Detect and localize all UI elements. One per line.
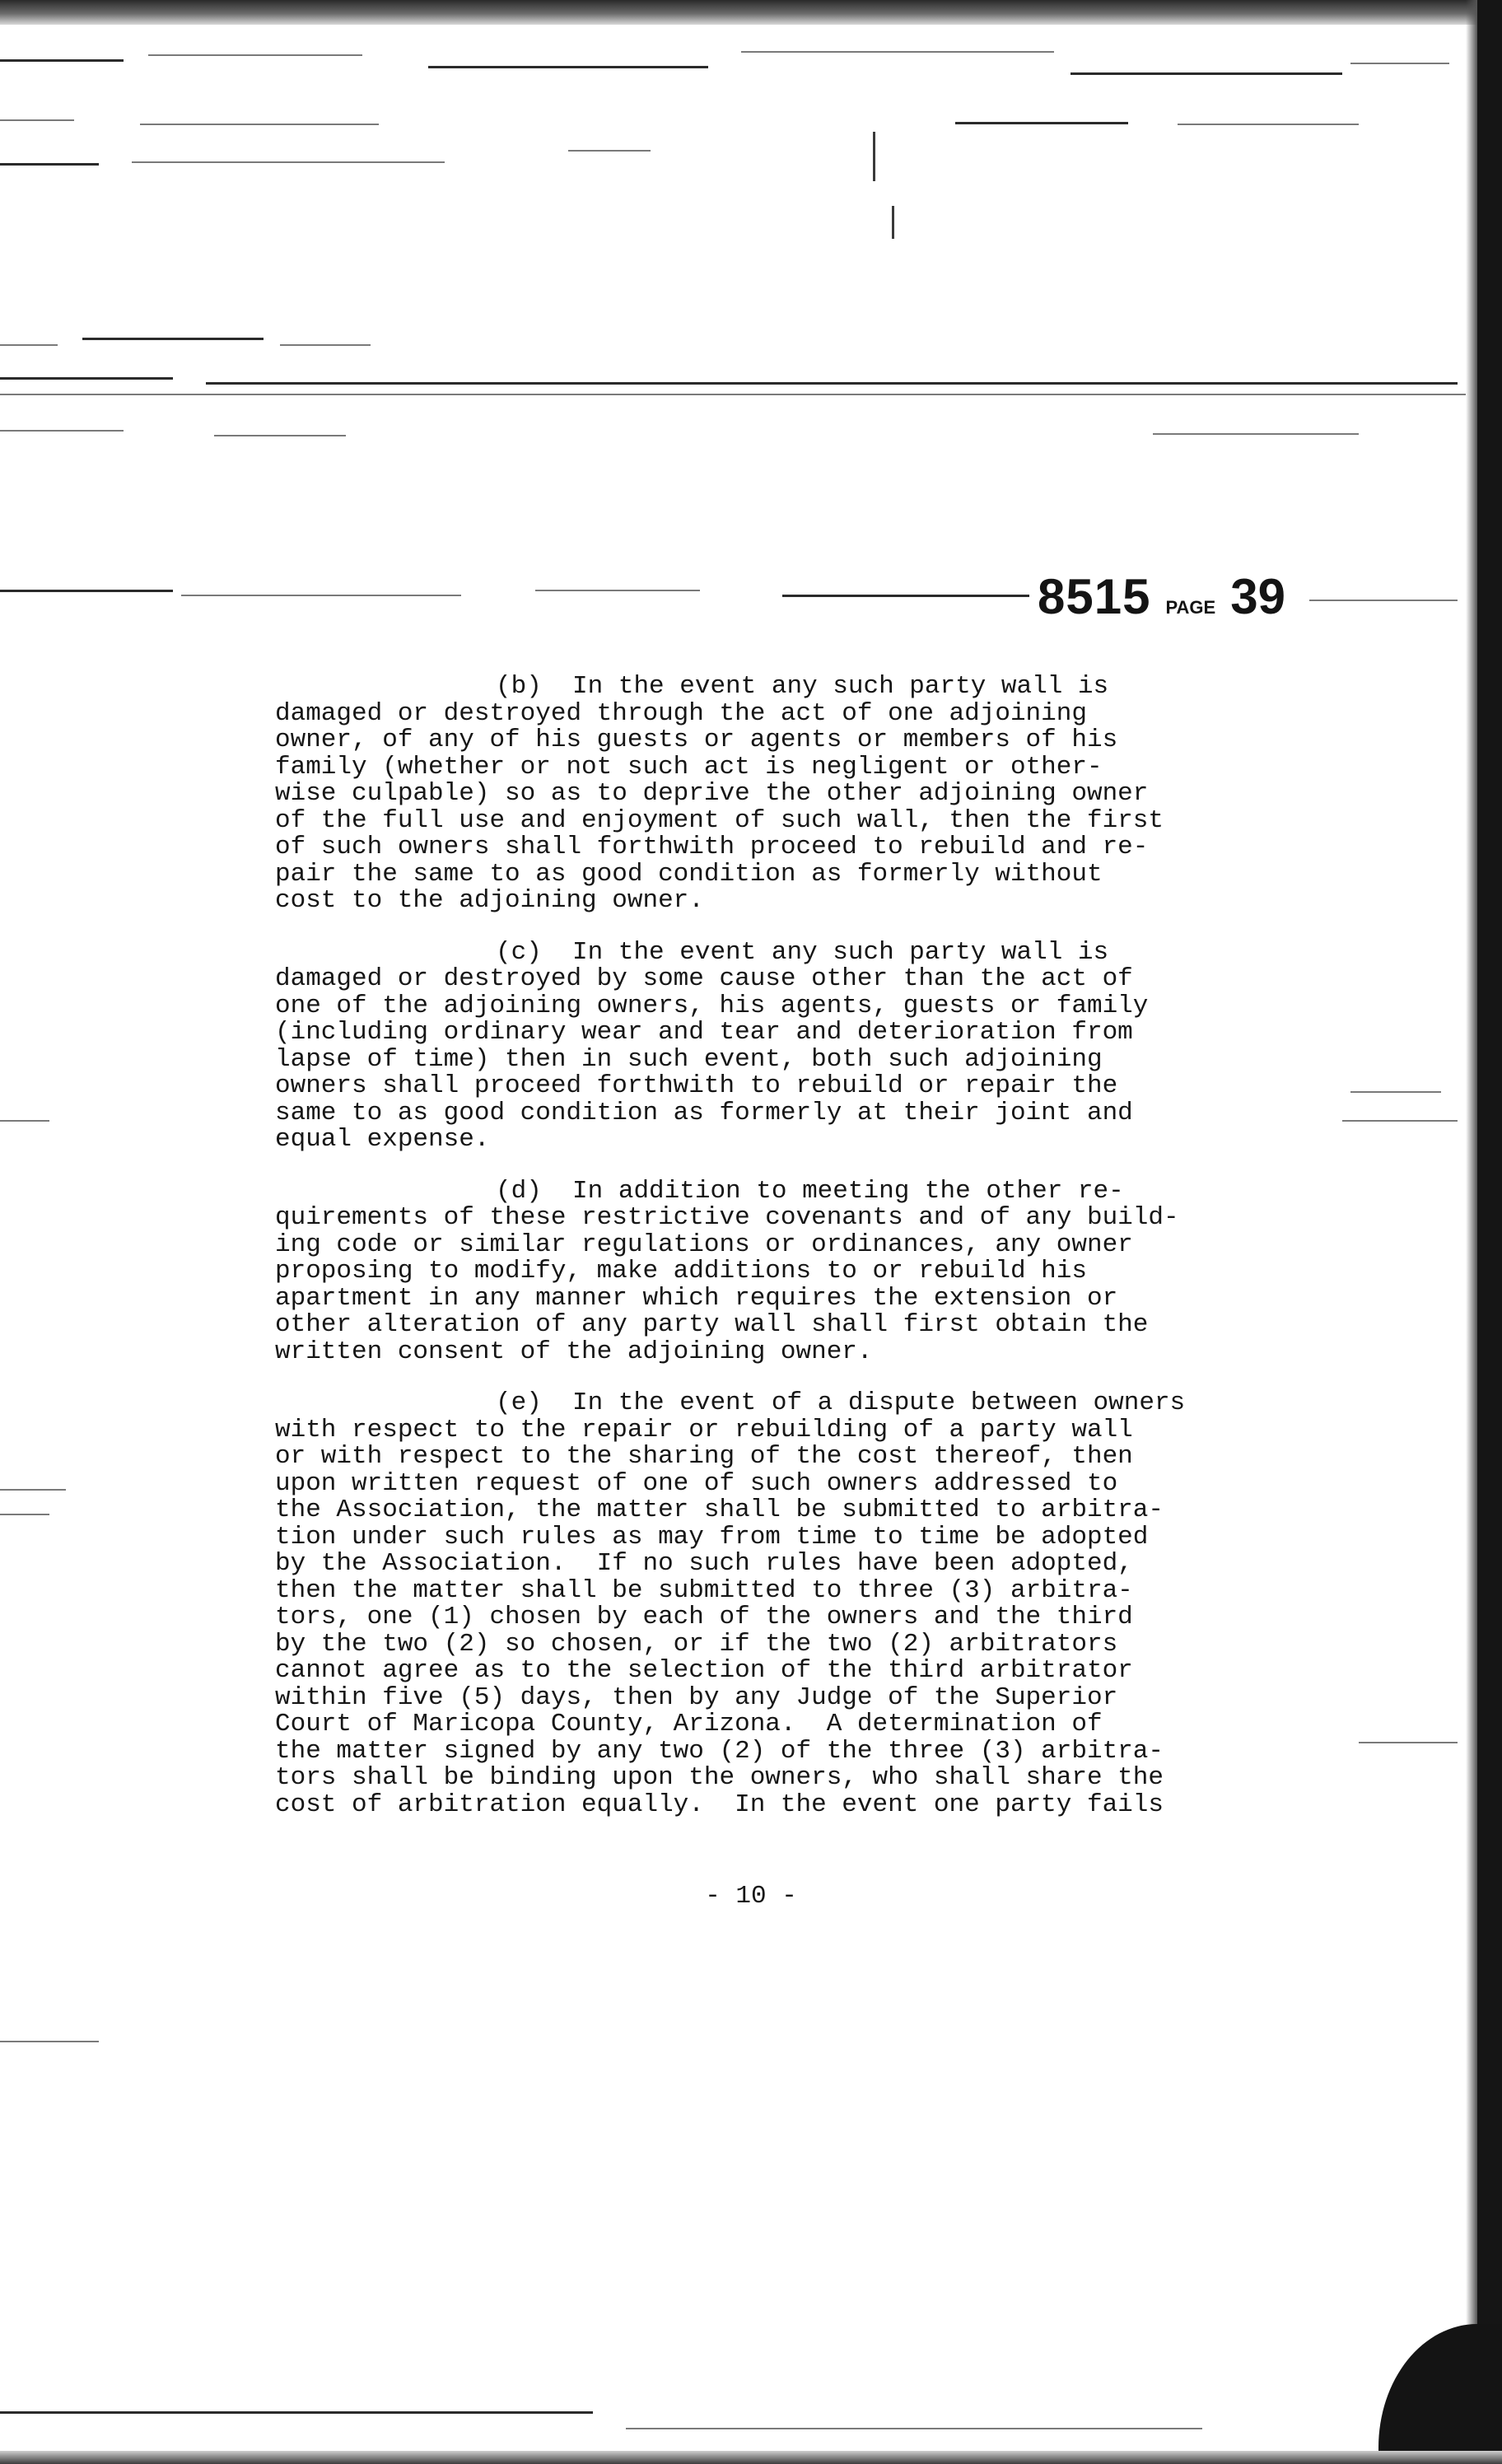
paragraph-line: by the two (2) so chosen, or if the two (2) arbitrators	[275, 1629, 1118, 1659]
scan-mark	[782, 595, 1029, 597]
paragraph-line: same to as good condition as formerly at their joint and	[275, 1098, 1133, 1127]
paragraph-line: within five (5) days, then by any Judge of the Superior	[275, 1682, 1118, 1712]
scan-mark	[1178, 124, 1359, 125]
paragraph-line: In the event any such party wall is	[572, 937, 1109, 967]
paragraph-line: Court of Maricopa County, Arizona. A determination of	[275, 1710, 1103, 1738]
paragraph-line: then the matter shall be submitted to three (3) arbitra-	[275, 1575, 1133, 1605]
scan-mark	[0, 2411, 593, 2414]
paragraph-line: damaged or destroyed by some cause other than the act of	[275, 964, 1133, 993]
scan-mark	[0, 1489, 66, 1491]
scan-mark	[1153, 433, 1359, 435]
paragraph-line: or with respect to the sharing of the cost thereof, then	[275, 1442, 1133, 1471]
scan-mark	[568, 150, 651, 152]
scan-mark	[132, 161, 445, 163]
scan-mark	[0, 430, 124, 432]
scan-mark	[1359, 1742, 1458, 1743]
paragraph-d	[275, 1178, 1288, 1366]
paragraph-line: family (whether or not such act is negligent or other-	[275, 752, 1103, 782]
scan-mark	[1350, 63, 1449, 64]
paragraph-e	[275, 1390, 1288, 1818]
paragraph-line: pair the same to as good condition as formerly without	[275, 859, 1103, 889]
scan-mark	[892, 206, 894, 239]
scan-blot-bottom-right	[1378, 2324, 1502, 2464]
scan-edge-right	[1477, 0, 1502, 2464]
paragraph-line: owner, of any of his guests or agents or members of his	[275, 726, 1118, 754]
paragraph-line: one of the adjoining owners, his agents, guests or family	[275, 991, 1149, 1020]
scan-mark	[0, 59, 124, 62]
paragraph-line: tors, one (1) chosen by each of the owners and the third	[275, 1603, 1133, 1631]
page-label: PAGE	[1165, 597, 1216, 618]
paragraph-line: of the full use and enjoyment of such wall, then the first	[275, 805, 1164, 835]
paragraph-line: In addition to meeting the other re-	[572, 1176, 1124, 1206]
paragraph-line: tors shall be binding upon the owners, who shall share the	[275, 1763, 1164, 1792]
scan-mark	[1350, 1091, 1441, 1093]
paragraph-line: upon written request of one of such owners addressed to	[275, 1468, 1118, 1498]
scan-mark	[626, 2428, 1202, 2429]
paragraph-line: lapse of time) then in such event, both such adjoining	[275, 1044, 1103, 1074]
recording-stamp	[1038, 568, 1285, 625]
scan-mark	[428, 66, 708, 68]
scan-mark	[535, 590, 700, 591]
scan-mark	[181, 595, 461, 596]
paragraph-line: other alteration of any party wall shall first obtain the	[275, 1310, 1149, 1339]
recorded-page-number: 39	[1230, 569, 1285, 624]
paragraph-line: by the Association. If no such rules have been adopted,	[275, 1549, 1133, 1578]
scan-mark	[0, 1120, 49, 1122]
scan-mark	[0, 377, 173, 380]
scan-mark	[0, 394, 1466, 395]
paragraph-line: the Association, the matter shall be submitted to arbitra-	[275, 1496, 1164, 1524]
paragraph-line: (including ordinary wear and tear and deterioration from	[275, 1018, 1133, 1047]
scan-mark	[0, 590, 173, 592]
paragraph-line: equal expense.	[275, 1125, 490, 1154]
scan-mark	[0, 2041, 99, 2042]
scan-mark	[0, 163, 99, 166]
paragraph-line: cannot agree as to the selection of the third arbitrator	[275, 1656, 1133, 1685]
scan-mark	[1071, 72, 1342, 75]
scan-mark	[214, 435, 346, 436]
book-number: 8515	[1038, 569, 1151, 624]
paragraph-line: apartment in any manner which requires the extension or	[275, 1283, 1118, 1313]
scan-mark	[0, 344, 58, 346]
paragraph-marker: (b)	[496, 672, 542, 701]
scan-mark	[206, 382, 1458, 385]
scan-mark	[280, 344, 371, 346]
paragraph-line: quirements of these restrictive covenants and of any build-	[275, 1203, 1179, 1232]
paragraph-line: damaged or destroyed through the act of one adjoining	[275, 698, 1087, 728]
paragraph-line: proposing to modify, make additions to or rebuild his	[275, 1257, 1087, 1286]
paragraph-line: of such owners shall forthwith proceed to rebuild and re-	[275, 833, 1149, 861]
paragraph-line: In the event any such party wall is	[572, 672, 1109, 701]
page-footer-number: - 10 -	[705, 1882, 797, 1911]
paragraph-line: cost to the adjoining owner.	[275, 886, 704, 915]
paragraph-line: In the event of a dispute between owners	[572, 1388, 1186, 1417]
paragraph-line: cost of arbitration equally. In the event one party fails	[275, 1790, 1164, 1819]
scan-mark	[148, 54, 362, 56]
scan-mark	[1342, 1120, 1458, 1122]
paragraph-marker: (e)	[496, 1388, 542, 1417]
paragraph-marker: (c)	[496, 937, 542, 967]
scan-edge-bottom	[0, 2451, 1502, 2464]
scan-edge-top	[0, 0, 1502, 25]
paragraph-line: tion under such rules as may from time to time be adopted	[275, 1522, 1149, 1552]
paragraph-line: written consent of the adjoining owner.	[275, 1337, 873, 1366]
paragraph-c	[275, 937, 1288, 1154]
scan-edge-right-fade	[1466, 0, 1477, 2464]
scan-mark	[0, 1514, 49, 1515]
scan-mark	[82, 338, 264, 340]
paragraph-line: wise culpable) so as to deprive the other adjoining owner	[275, 779, 1149, 808]
scan-mark	[741, 51, 1054, 53]
scan-mark	[955, 122, 1128, 124]
scan-mark	[140, 124, 379, 125]
paragraph-b	[275, 674, 1288, 915]
paragraph-line: the matter signed by any two (2) of the three (3) arbitra-	[275, 1736, 1164, 1766]
paragraph-line: with respect to the repair or rebuilding of a party wall	[275, 1415, 1133, 1444]
paragraph-line: ing code or similar regulations or ordinances, any owner	[275, 1230, 1133, 1259]
scan-mark	[1309, 600, 1458, 601]
scan-mark	[0, 119, 74, 121]
scan-mark	[873, 132, 875, 181]
paragraph-line: owners shall proceed forthwith to rebuild or repair the	[275, 1071, 1118, 1100]
document-body	[275, 674, 1288, 1843]
paragraph-marker: (d)	[496, 1176, 542, 1206]
